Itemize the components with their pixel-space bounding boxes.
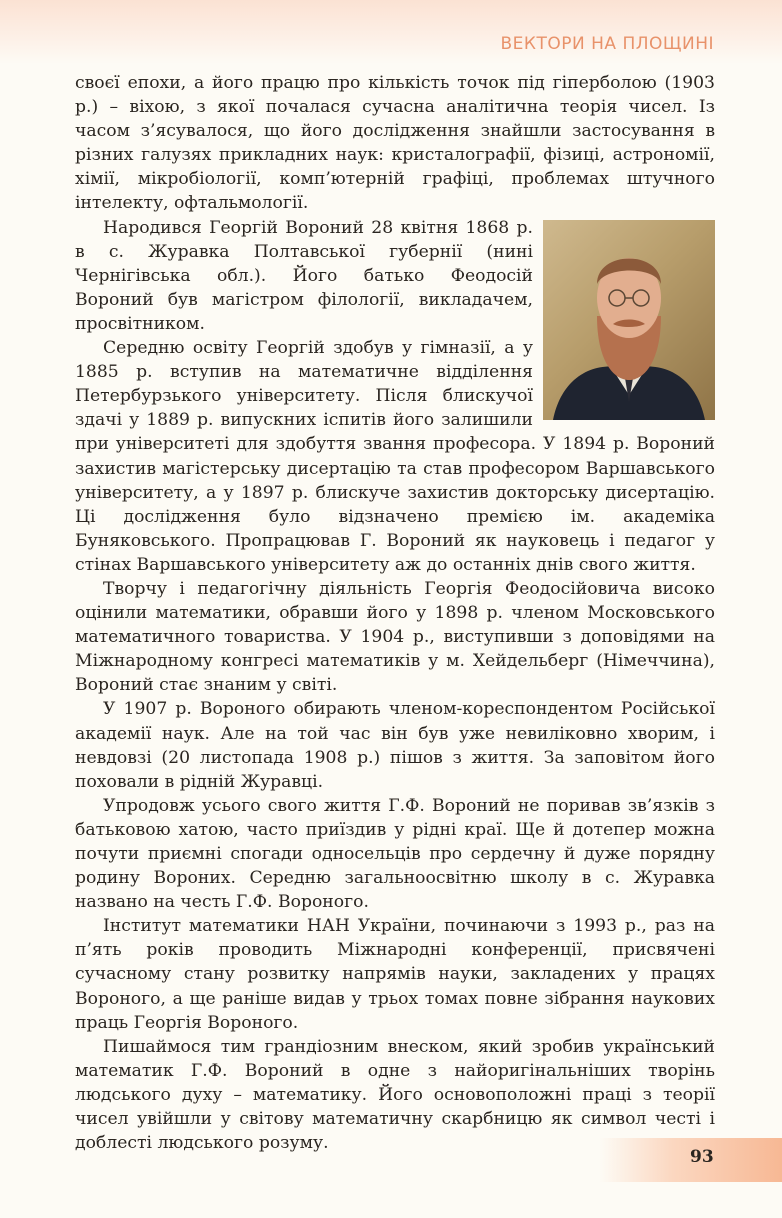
- paragraph-2: Народився Георгій Вороний 28 квітня 1868 р. в с. Журавка Полтавської губернії (нині Чернігівська обл.). Його батько Феодосій Вороний був магістром філології, викладачем, просвітником.: [75, 217, 533, 334]
- paragraph-1: своєї епохи, а його працю про кількість точок під гіперболою (1903 р.) – віхою, з якої почалася сучасна аналітична теорія чисел. Із часом з’ясувалося, що його дослідження знайшли застосування в різних галузях прикладних наук: кристалографії, фізиці, астрономії, хімії, мікробіології, комп’ютерній графіці, проблемах штучного інтелекту, офтальмології.: [75, 73, 715, 214]
- portrait-photo: [543, 220, 715, 420]
- paragraph-6: Упродовж усього свого життя Г.Ф. Вороний не поривав зв’язків з батьковою хатою, часто приїздив у рідні краї. Ще й дотепер можна почути приємні спогади односельців про сердечну й дуже порядну родину Вороних. Середню загальноосвітню школу в с. Журавка названо на честь Г.Ф. Вороного.: [75, 795, 715, 913]
- paragraph-4: Творчу і педагогічну діяльність Георгія Феодосійовича високо оцінили математики, обравши його у 1898 р. членом Московського математичного товариства. У 1904 р., виступивши з доповідями на Міжнародному конгресі математиків у м. Хейдельберг (Німеччина), Вороний стає знаним у світі.: [75, 578, 715, 696]
- paragraph-7: Інститут математики НАН України, починаючи з 1993 р., раз на п’ять років проводить Міжнародні конференції, присвячені сучасному стану розвитку напрямів науки, закладених у працях Вороного, а ще раніше видав у трьох томах повне зібрання наукових праць Георгія Вороного.: [75, 916, 715, 1033]
- portrait-icon: [543, 220, 715, 420]
- paragraph-8: Пишаймося тим грандіозним внеском, який зробив український математик Г.Ф. Вороний в одне з найоригінальніших творінь людського духу – математику. Його основоположні праці з теорії чисел увійшли у світову математичну скарбницю як символ честі і доблесті людського розуму.: [75, 1036, 715, 1154]
- page-text: [75, 71, 715, 1155]
- page-number: 93: [690, 1147, 714, 1167]
- running-header: ВЕКТОРИ НА ПЛОЩИНІ: [500, 34, 714, 54]
- paragraph-3: Середню освіту Георгій здобув у гімназії, а у 1885 р. вступив на математичне відділення Петербурзького університету. Після блискучої здачі у 1889 р. випускних іспитів його залишили при університеті для здобуття звання професора. У 1894 р. Вороний захистив магістерську дисертацію та став професором Варшавського університету, а у 1897 р. блискуче захистив докторську дисертацію. Ці дослідження було відзначено премією ім. академіка Буняковського. Пропрацював Г. Вороний як науковець і педагог у стінах Варшавського університету аж до останніх днів свого життя.: [75, 338, 715, 575]
- header-band: [0, 0, 782, 64]
- paragraph-5: У 1907 р. Вороного обирають членом-кореспондентом Російської академії наук. Але на той час він був уже невиліковно хворим, і невдовзі (20 листопада 1908 р.) пішов з життя. За заповітом його поховали в рідній Журавці.: [75, 699, 715, 792]
